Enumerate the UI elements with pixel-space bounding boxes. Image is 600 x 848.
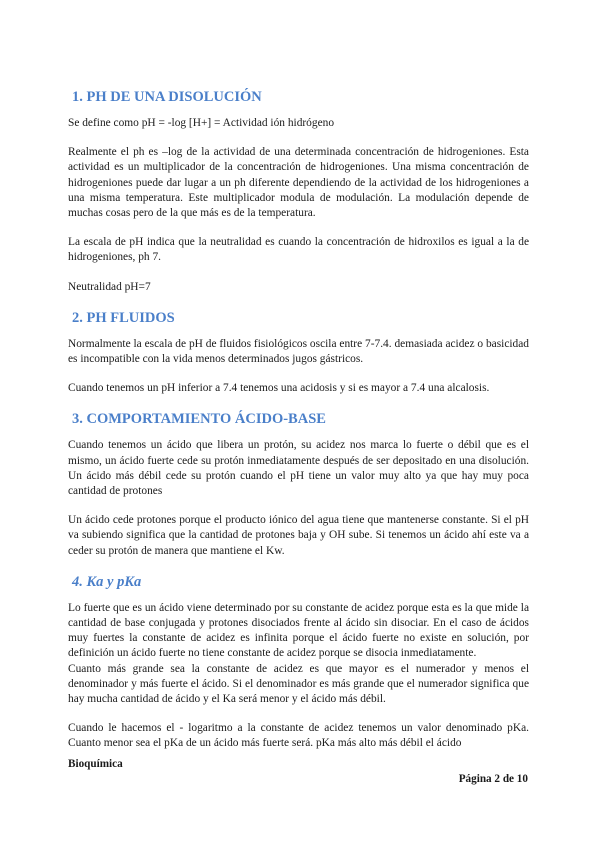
- section-2-paragraph-2: Cuando tenemos un pH inferior a 7.4 tenemos una acidosis y si es mayor a 7.4 una alcalosis.: [68, 382, 490, 395]
- ph-definition: Se define como pH = -log [H+] = Actividad ión hidrógeno: [68, 117, 335, 129]
- section-4-heading: 4. Ka y pKa: [72, 573, 142, 590]
- page-content: [68, 88, 529, 752]
- section-1-paragraph-3: Neutralidad pH=7: [68, 280, 151, 293]
- section-4-paragraph-1: Lo fuerte que es un ácido viene determinado por su constante de acidez porque esta es la que mide la cantidad de base conjugada y protones disociados frente al ácido sin disociar. En el caso de ácidos muy fuertes la constante de acidez es infinita porque el ácido fuerte no existe en solución, por definición un ácido fuerte no tiene constante de acidez porque se disocia inmediatamente.: [68, 601, 529, 660]
- section-4-paragraph-2: Cuanto más grande sea la constante de acidez es que mayor es el numerador y menos el denominador y más fuerte el ácido. Si el denominador es más grande que el numerador significa que hay mucha cantidad de ácido y el Ka será menor y el ácido más débil.: [68, 662, 529, 706]
- section-1-paragraph-1: Realmente el ph es –log de la actividad de una determinada concentración de hidrogeniones. Esta actividad es un multiplicador de la concentración de hidrogeniones. Una misma concentración de hidrogeniones puede dar lugar a un ph diferente dependiendo de la actividad de los hidrogeniones a una misma temperatura. Este multiplicador modula de modulación. La modulación depende de muchas cosas pero de la que más es de la temperatura.: [68, 146, 529, 220]
- section-4-paragraph-3: Cuando le hacemos el - logaritmo a la constante de acidez tenemos un valor denominado pKa. Cuanto menor sea el pKa de un ácido más fuerte será. pKa más alto más débil el ácido: [68, 722, 529, 750]
- section-2-heading: 2. PH FLUIDOS: [72, 309, 175, 326]
- section-1-paragraph-2: La escala de pH indica que la neutralidad es cuando la concentración de hidroxilos es igual a la de hidrogeniones, ph 7.: [68, 236, 529, 264]
- section-2-paragraph-1: Normalmente la escala de pH de fluidos fisiológicos oscila entre 7-7.4. demasiada acidez o basicidad es incompatible con la vida menos determinados jugos gástricos.: [68, 337, 529, 366]
- section-3-paragraph-1: Cuando tenemos un ácido que libera un protón, su acidez nos marca lo fuerte o débil que es el mismo, un ácido fuerte cede su protón inmediatamente después de ser depositado en una disolución. Un ácido más débil cede su protón cuando el pH tiene un valor muy alto ya que hay muy poca cantidad de protones: [68, 439, 529, 498]
- footer-subject: Bioquímica: [68, 758, 123, 770]
- footer-page-number: Página 2 de 10: [458, 773, 528, 785]
- section-3-heading: 3. COMPORTAMIENTO ÁCIDO-BASE: [72, 411, 326, 428]
- section-1-heading: 1. PH DE UNA DISOLUCIÓN: [72, 89, 262, 105]
- section-3-paragraph-2: Un ácido cede protones porque el producto iónico del agua tiene que mantenerse constante. Si el pH va subiendo significa que la cantidad de protones baja y OH sube. Si tenemos un ácido ahí este va a ceder su protón de manera que mantiene el Kw.: [68, 514, 529, 557]
